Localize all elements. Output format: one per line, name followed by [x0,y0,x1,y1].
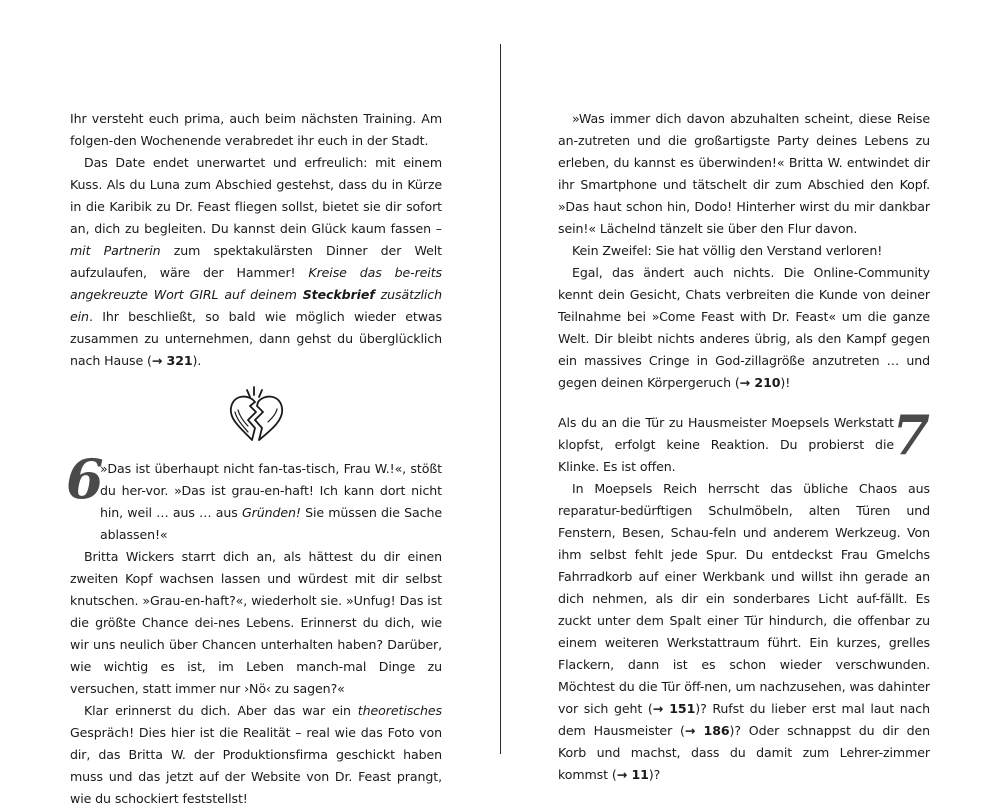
paragraph: Egal, das ändert auch nichts. Die Online-Community kennt dein Gesicht, Chats verbreiten die Kunde von deiner Teilnahme bei »Come Feast with Dr. Feast« um die ganze Welt. Dir bleibt nichts anderes übrig, als den Kampf gegen ein massives Cringe in God-zillagröße anzutreten … und gegen deinen Körpergeruch (→ 210)! [558,265,930,390]
page-reference-link[interactable]: → 151 [652,701,696,716]
paragraph: Kein Zweifel: Sie hat völlig den Verstand verloren! [572,243,883,258]
right-page [558,108,930,786]
page-gutter [500,44,501,754]
page-reference-link[interactable]: → 186 [684,723,730,738]
paragraph: Britta Wickers starrt dich an, als hättest du dir einen zweiten Kopf wachsen lassen und würdest mit dir selbst knutschen. »Grau-en-haft?«, wiederholt sie. »Unfug! Das ist die größte Chance dei-nes Lebens. Erinnerst du dich, wie wir uns neulich über Chancen unterhalten haben? Darüber, wie wichtig es ist, im Leben manch-mal Dinge zu versuchen, statt immer nur ›Nö‹ zu sagen?« [70,549,442,696]
section-gap [558,394,930,412]
page-reference-link[interactable]: → 11 [616,767,649,782]
entry-7 [558,403,931,786]
entry-number: 7 [892,403,930,467]
left-page [66,108,442,810]
broken-heart-icon [221,384,291,444]
entry-6 [66,447,442,810]
paragraph: Als du an die Tür zu Hausmeister Moepsels Werkstatt klopfst, erfolgt keine Reaktion. Du probierst die Klinke. Es ist offen. [558,415,894,474]
paragraph: »Was immer dich davon abzuhalten scheint, diese Reise an-zutreten und die großartigste Party deines Lebens zu erleben, du kannst es überwinden!« Britta W. entwindet dir ihr Smartphone und tätschelt dir zum Abschied den Kopf. »Das haut schon hin, Dodo! Hinterher wirst du mir dankbar sein!« Lächelnd tänzelt sie über den Flur davon. [558,111,930,236]
page-reference-link[interactable]: → 321 [151,353,193,368]
paragraph: Ihr versteht euch prima, auch beim nächsten Training. Am folgen-den Wochenende verabredet ihr euch in der Stadt. [70,111,442,148]
paragraph: »Das ist überhaupt nicht fan-tas-tisch, Frau W.!«, stößt du her-vor. »Das ist grau-en-haft! Ich kann dort nicht hin, weil … aus … aus Gründen! Sie müssen die Sache ablassen!« [100,461,442,542]
paragraph: Klar erinnerst du dich. Aber das war ein theoretisches Gespräch! Dies hier ist die Realität – real wie das Foto von dir, das Britta W. der Produktionsfirma geschickt haben muss und das jetzt auf der Website von Dr. Feast prangt, wie du schockiert feststellst! [70,703,442,806]
paragraph: In Moepsels Reich herrscht das übliche Chaos aus reparatur-bedürftigen Schulmöbeln, alten Türen und Fenstern, Besen, Schau-feln und anderem Werkzeug. Von ihm selbst fehlt jede Spur. Du entdeckst Frau Gmelchs Fahrradkorb auf einer Werkbank und willst ihn gerade an dich nehmen, als dir ein sonderbares Licht auf-fällt. Es zuckt unter dem Spalt einer Tür hindurch, die offenbar zu einem weiteren Werkstattraum führt. Ein kurzes, grelles Flackern, dann ist es schon wieder verschwunden. Möchtest du die Tür öff-nen, um nachzusehen, was dahinter vor sich geht (→ 151)? Rufst du lieber erst mal laut nach dem Hausmeister (→ 186)? Oder schnappst du dir den Korb und machst, dass du damit zum Lehrer-zimmer kommst (→ 11)? [558,481,931,782]
paragraph: Das Date endet unerwartet und erfreulich: mit einem Kuss. Als du Luna zum Abschied gestehst, dass du in Kürze in die Karibik zu Dr. Feast fliegen sollst, bietet sie dir sofort an, dich zu begleiten. Du kannst dein Glück kaum fassen – mit Partnerin zum spektakulärsten Dinner der Welt aufzulaufen, wäre der Hammer! Kreise das be-reits angekreuzte Wort GIRL auf deinem Steckbrief zusätzlich ein. Ihr beschließt, so bald wie möglich wieder etwas zusammen zu unternehmen, dann gehst du überglücklich nach Hause (→ 321). [70,155,442,368]
page-reference-link[interactable]: → 210 [739,375,781,390]
entry-number: 6 [66,447,104,511]
